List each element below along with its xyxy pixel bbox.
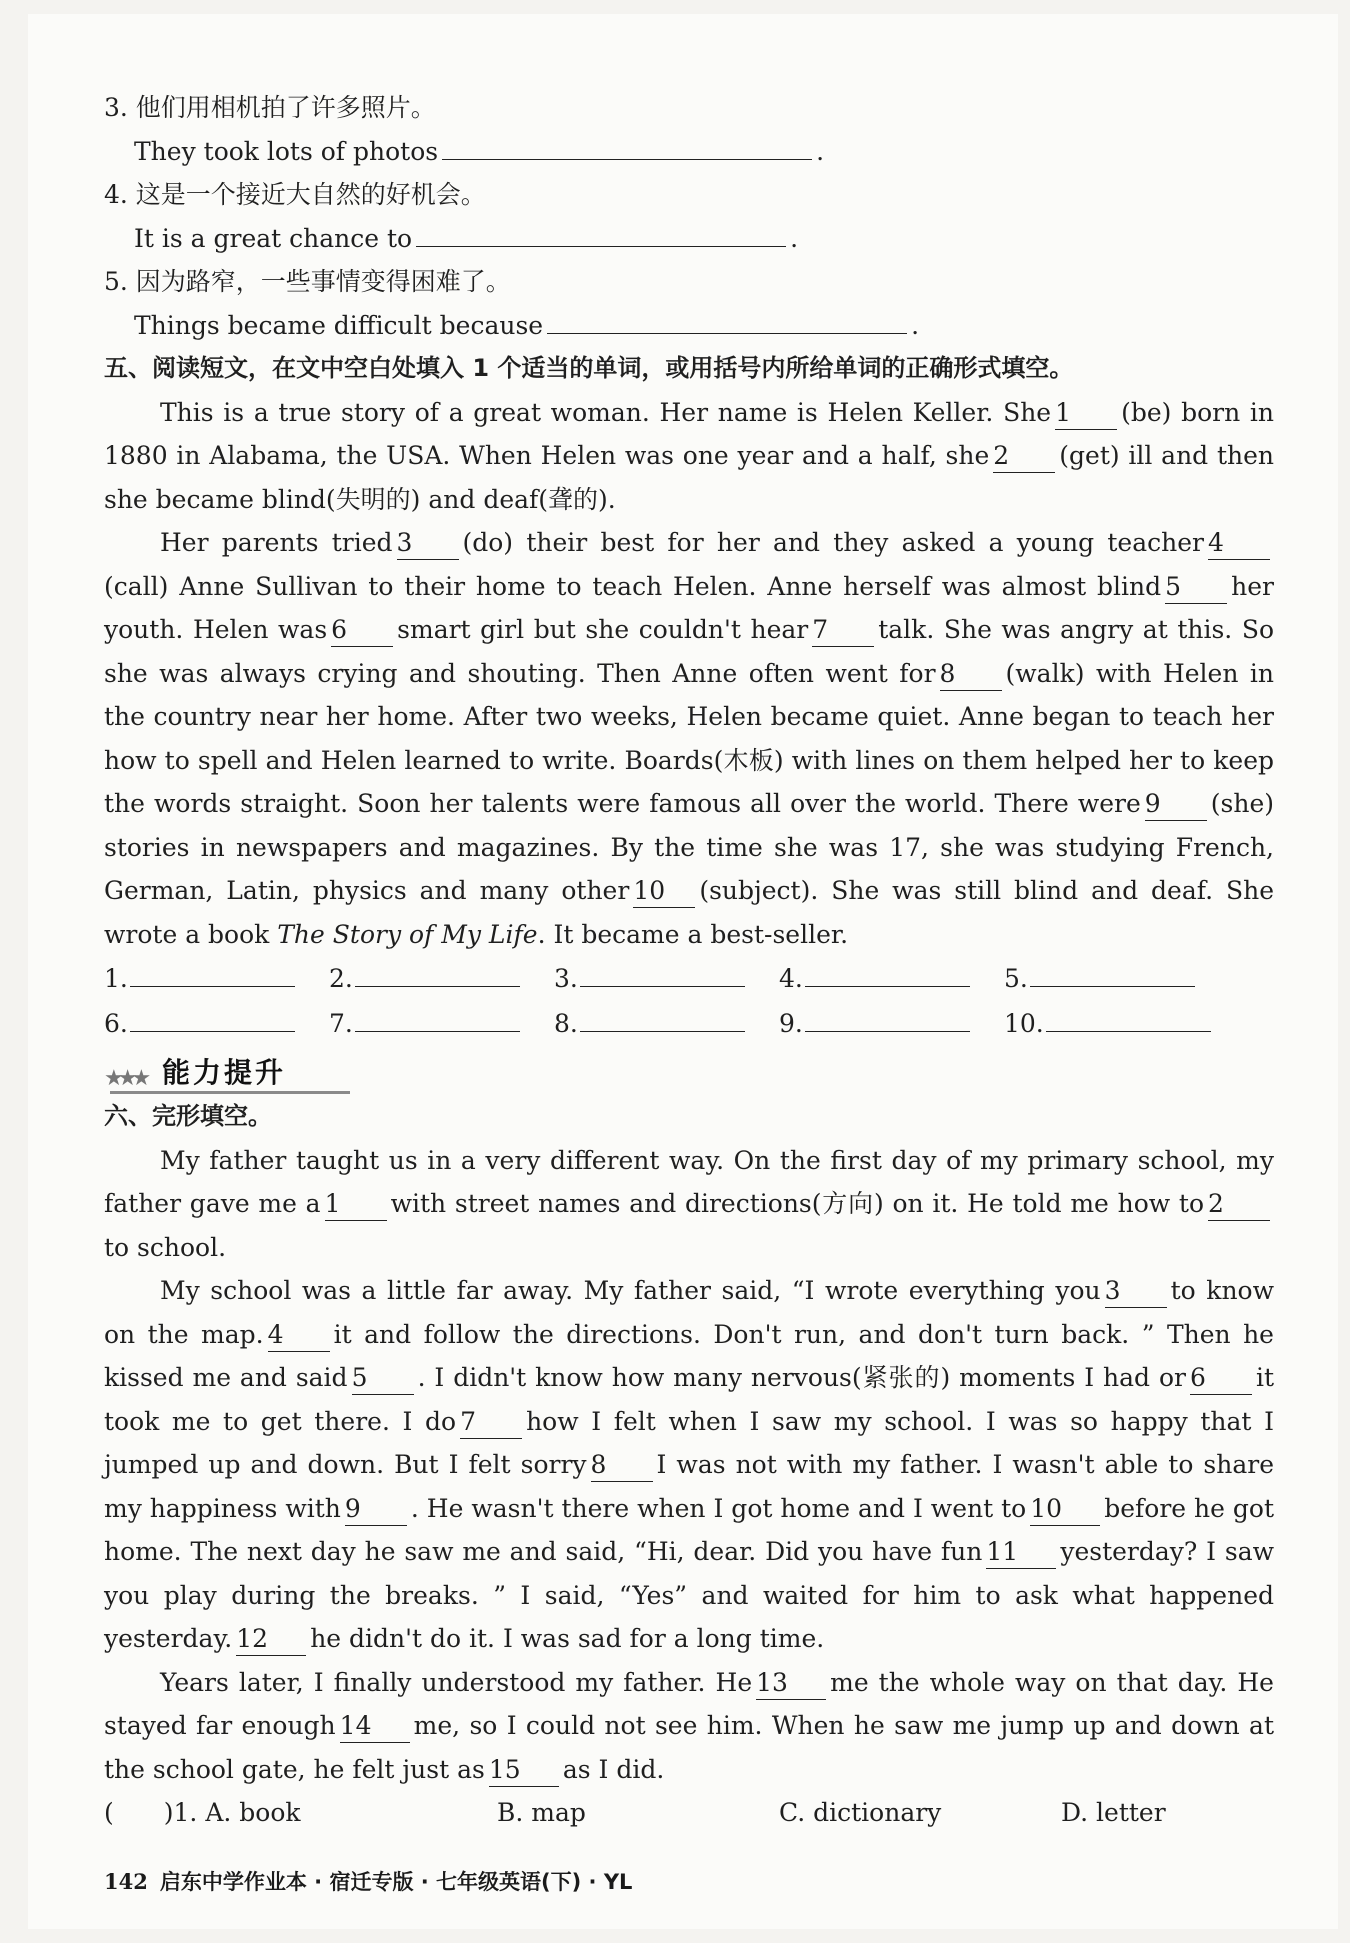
answer-field-10[interactable] bbox=[1046, 1001, 1211, 1032]
choice-d[interactable]: D. letter bbox=[1061, 1798, 1166, 1827]
section-5-paragraph-2: Her parents tried 3 (do) their best for her and they asked a young teacher 4(call) Anne Sullivan to their home to teach Helen. Anne herself was almost blind 5 her youth. Helen was 6 smart girl but she couldn't hear 7 talk. She was angry at this. So she was always crying and shouting. Then Anne often went for 8 (walk) with Helen in the country near her home. After two weeks, Helen became quiet. Anne began to teach her how to spell and Helen learned to write. Boards(木板) with lines on them helped her to keep the words straight. Soon her talents were famous all over the world. There were 9 (she) stories in newspapers and magazines. By the time she was 17, she was studying French, German, Latin, physics and many other 10 (subject). She was still blind and deaf. She wrote a book The Story of My Life. It became a best-seller. bbox=[104, 528, 1275, 949]
cloze-blank-11[interactable]: 11 bbox=[986, 1536, 1056, 1569]
blank-8[interactable]: 8 bbox=[940, 658, 1002, 691]
translation-5-chinese: 5. 因为路窄，一些事情变得困难了。 bbox=[104, 267, 511, 296]
answer-field-5[interactable] bbox=[1030, 956, 1195, 987]
cloze-blank-2[interactable]: 2 bbox=[1208, 1188, 1270, 1221]
answer-grid-row-1: 1. 2. 3. 4. 5. bbox=[104, 956, 1274, 1001]
choice-c[interactable]: C. dictionary bbox=[779, 1798, 942, 1827]
cloze-blank-12[interactable]: 12 bbox=[236, 1623, 306, 1656]
translation-5-english bbox=[104, 304, 1274, 348]
blank-3[interactable]: 3 bbox=[397, 527, 459, 560]
cloze-blank-10[interactable]: 10 bbox=[1030, 1493, 1100, 1526]
answer-field-9[interactable] bbox=[805, 1001, 970, 1032]
answer-field-3[interactable] bbox=[580, 956, 745, 987]
cloze-blank-9[interactable]: 9 bbox=[345, 1493, 407, 1526]
answer-field-4[interactable] bbox=[805, 956, 970, 987]
section-5-paragraph-1: This is a true story of a great woman. Her name is Helen Keller. She 1 (be) born in 1880 in Alabama, the USA. When Helen was one year and a half, she 2 (get) ill and then she became blind(失明的) and deaf(聋的). bbox=[104, 397, 1275, 514]
cloze-blank-15[interactable]: 15 bbox=[489, 1754, 559, 1787]
cloze-blank-13[interactable]: 13 bbox=[756, 1667, 826, 1700]
translation-5-answer-blank[interactable] bbox=[547, 333, 907, 334]
answer-field-6[interactable] bbox=[130, 1001, 295, 1032]
question-1-choices bbox=[104, 1791, 1274, 1835]
blank-4[interactable]: 4 bbox=[1208, 527, 1270, 560]
choice-a[interactable]: A. book bbox=[205, 1798, 301, 1827]
ability-section-banner bbox=[104, 1049, 1274, 1095]
cloze-blank-6[interactable]: 6 bbox=[1190, 1362, 1252, 1395]
answer-field-2[interactable] bbox=[355, 956, 520, 987]
answer-field-8[interactable] bbox=[580, 1001, 745, 1032]
banner-underline bbox=[110, 1091, 350, 1094]
page-number: 142 bbox=[104, 1869, 148, 1894]
translation-5-prompt: Things became difficult because bbox=[134, 310, 544, 340]
answer-grid-row-2: 6. 7. 8. 9. 10. bbox=[104, 1001, 1274, 1046]
translation-3-english bbox=[104, 130, 1274, 174]
translation-3-prompt: They took lots of photos bbox=[134, 136, 439, 166]
period: . bbox=[816, 136, 825, 166]
blank-6[interactable]: 6 bbox=[331, 614, 393, 647]
choice-b[interactable]: B. map bbox=[497, 1798, 586, 1827]
cloze-blank-7[interactable]: 7 bbox=[460, 1406, 522, 1439]
blank-5[interactable]: 5 bbox=[1165, 571, 1227, 604]
translation-3-chinese: 3. 他们用相机拍了许多照片。 bbox=[104, 93, 436, 122]
blank-7[interactable]: 7 bbox=[812, 614, 874, 647]
stars-icon: ★★★ bbox=[104, 1066, 146, 1091]
blank-1[interactable]: 1 bbox=[1055, 397, 1117, 430]
page-footer bbox=[104, 1866, 632, 1896]
period: . bbox=[790, 223, 799, 253]
book-title: The Story of My Life bbox=[277, 919, 538, 949]
translation-4-english bbox=[104, 217, 1274, 261]
question-1-number[interactable]: ( )1. A. book bbox=[104, 1791, 497, 1835]
section-5-title: 五、阅读短文，在文中空白处填入 1 个适当的单词，或用括号内所给单词的正确形式填空。 bbox=[104, 354, 1074, 382]
translation-4-answer-blank[interactable] bbox=[416, 246, 786, 247]
section-6-title: 六、完形填空。 bbox=[104, 1102, 272, 1130]
answer-field-1[interactable] bbox=[130, 956, 295, 987]
period: . bbox=[911, 310, 920, 340]
blank-2[interactable]: 2 bbox=[993, 440, 1055, 473]
blank-9[interactable]: 9 bbox=[1145, 788, 1207, 821]
ability-section-title: 能力提升 bbox=[162, 1056, 287, 1089]
translation-3-answer-blank[interactable] bbox=[442, 159, 812, 160]
answer-field-7[interactable] bbox=[355, 1001, 520, 1032]
translation-4-chinese: 4. 这是一个接近大自然的好机会。 bbox=[104, 180, 486, 209]
cloze-blank-8[interactable]: 8 bbox=[591, 1449, 653, 1482]
section-6-paragraph-3: Years later, I finally understood my father. He 13 me the whole way on that day. He stayed far enough 14 me, so I could not see him. When he saw me jump up and down at the school gate, he felt just as 15 as I did. bbox=[104, 1661, 1274, 1792]
worksheet-content bbox=[104, 86, 1274, 1835]
section-6-paragraph-2: My school was a little far away. My father said, “I wrote everything you 3 to know on the map. 4 it and follow the directions. Don't run, and don't turn back. ” Then he kissed me and said 5 . I didn't know how many nervous(紧张的) moments I had or 6 it took me to get there. I do 7 how I felt when I saw my school. I was so happy that I jumped up and down. But I felt sorry 8 I was not with my father. I wasn't able to share my happiness with 9 . He wasn't there when I got home and I went to 10 before he got home. The next day he saw me and said, “Hi, dear. Did you have fun 11 yesterday? I saw you play during the breaks. ” I said, “Yes” and waited for him to ask what happened yesterday. 12 he didn't do it. I was sad for a long time. bbox=[104, 1269, 1274, 1661]
cloze-blank-1[interactable]: 1 bbox=[325, 1188, 387, 1221]
cloze-blank-14[interactable]: 14 bbox=[340, 1710, 410, 1743]
publication-info: 启东中学作业本 · 宿迁专版 · 七年级英语(下) · YL bbox=[159, 1870, 633, 1894]
cloze-blank-5[interactable]: 5 bbox=[352, 1362, 414, 1395]
blank-10[interactable]: 10 bbox=[633, 875, 695, 908]
cloze-blank-3[interactable]: 3 bbox=[1105, 1275, 1167, 1308]
translation-4-prompt: It is a great chance to bbox=[134, 223, 413, 253]
section-6-paragraph-1: My father taught us in a very different way. On the first day of my primary school, my father gave me a 1 with street names and directions(方向) on it. He told me how to 2to school. bbox=[104, 1145, 1274, 1262]
cloze-blank-4[interactable]: 4 bbox=[268, 1319, 330, 1352]
